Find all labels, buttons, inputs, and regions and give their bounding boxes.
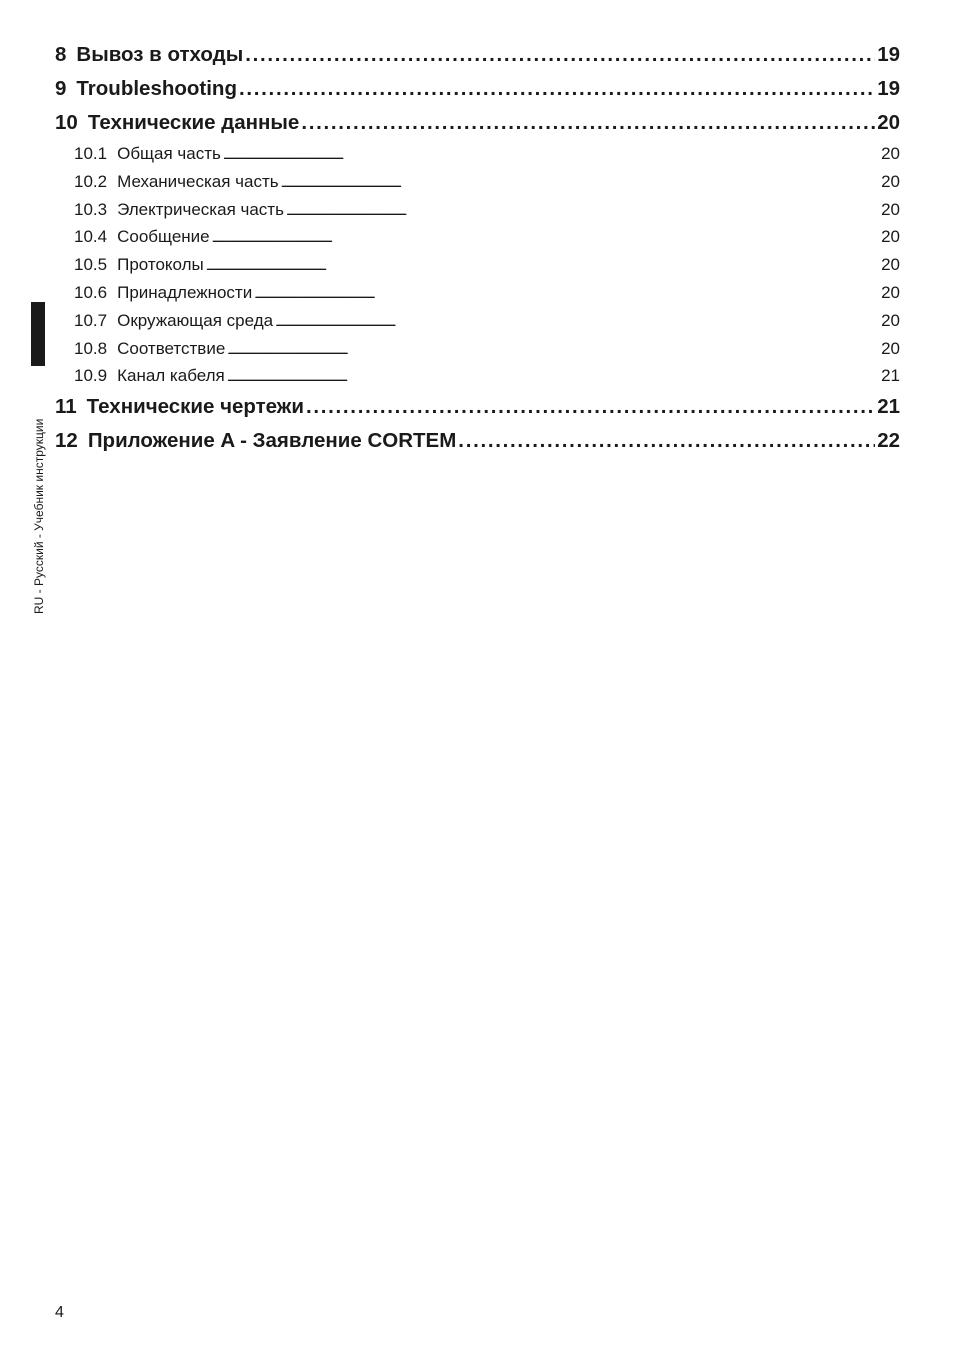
toc-dot-leader <box>458 424 875 458</box>
toc-entry-page: 20 <box>881 171 900 191</box>
toc-entry-page: 20 <box>881 310 900 330</box>
toc-entry-10-4[interactable] <box>55 223 900 251</box>
toc-entry-11[interactable] <box>55 390 900 424</box>
toc-entry-10-1[interactable] <box>55 140 900 168</box>
toc-dot-leader <box>227 362 879 390</box>
toc-dot-leader <box>301 106 875 140</box>
toc-entry-title: Troubleshooting <box>76 77 237 100</box>
side-language-label: RU - Русский - Учебник инструкции <box>32 418 46 614</box>
toc-entry-10-8[interactable] <box>55 335 900 363</box>
toc-dot-leader <box>245 38 875 72</box>
toc-entry-page: 20 <box>881 199 900 219</box>
toc-entry-title: Приложение A - Заявление CORTEM <box>87 429 457 453</box>
toc-entry-10-6[interactable] <box>55 279 900 307</box>
toc-dot-leader <box>206 251 879 279</box>
toc-entry-number: 10.7 <box>74 310 108 330</box>
toc-dot-leader <box>239 72 875 106</box>
toc-entry-number: 10.2 <box>74 171 108 191</box>
toc-entry-number: 10.4 <box>74 227 108 247</box>
toc-entry-page: 20 <box>881 144 900 163</box>
toc-dot-leader <box>275 307 879 335</box>
toc-entry-page: 20 <box>877 111 900 134</box>
toc-entry-10[interactable] <box>55 106 900 140</box>
toc-entry-10-2[interactable] <box>55 168 900 196</box>
toc-entry-number: 10.8 <box>74 338 108 358</box>
toc-entry-number: 11 <box>55 395 77 419</box>
toc-entry-number: 9 <box>55 77 67 100</box>
toc-entry-10-5[interactable] <box>55 251 900 279</box>
toc-entry-9[interactable] <box>55 72 900 106</box>
toc-entry-page: 20 <box>881 227 900 247</box>
toc-entry-title: Канал кабеля <box>117 366 225 386</box>
toc-entry-title: Общая часть <box>117 144 221 163</box>
toc-entry-10-7[interactable] <box>55 307 900 335</box>
page-number: 4 <box>55 1304 64 1321</box>
toc-entry-8[interactable] <box>55 38 900 72</box>
toc-entry-page: 21 <box>881 366 900 386</box>
toc-entry-number: 8 <box>55 43 67 66</box>
toc-entry-title: Принадлежности <box>117 282 253 302</box>
language-tab-marker <box>31 302 45 366</box>
toc-entry-number: 10.1 <box>74 144 108 163</box>
toc-entry-number: 10.5 <box>74 255 108 275</box>
toc-entry-title: Технические данные <box>87 111 300 134</box>
toc-entry-title: Вывоз в отходы <box>76 43 244 66</box>
toc-dot-leader <box>281 168 879 196</box>
toc-entry-number: 10.9 <box>74 366 108 386</box>
toc-entry-title: Технические чертежи <box>86 395 304 419</box>
toc-entry-page: 19 <box>877 43 900 66</box>
toc-entry-title: Протоколы <box>117 255 204 275</box>
toc-entry-page: 21 <box>877 395 900 419</box>
toc-dot-leader <box>306 390 875 424</box>
toc-entry-number: 10 <box>55 111 78 134</box>
toc-entry-page: 20 <box>881 282 900 302</box>
toc-entry-title: Сообщение <box>117 227 210 247</box>
toc-dot-leader <box>254 279 879 307</box>
toc-entry-10-3[interactable] <box>55 196 900 224</box>
toc-entry-title: Электрическая часть <box>117 199 284 219</box>
toc-dot-leader <box>286 196 879 224</box>
toc-entry-number: 10.6 <box>74 282 108 302</box>
toc-entry-title: Окружающая среда <box>117 310 274 330</box>
toc-dot-leader <box>223 140 879 168</box>
toc-entry-page: 20 <box>881 338 900 358</box>
toc-entry-title: Механическая часть <box>117 171 279 191</box>
toc-entry-page: 22 <box>877 429 900 453</box>
toc-entry-number: 10.3 <box>74 199 108 219</box>
toc-entry-10-9[interactable] <box>55 362 900 390</box>
toc-dot-leader <box>212 223 879 251</box>
toc-entry-12[interactable] <box>55 424 900 458</box>
toc-entry-title: Соответствие <box>117 338 226 358</box>
table-of-contents <box>55 38 900 458</box>
toc-dot-leader <box>227 335 879 363</box>
toc-entry-page: 19 <box>877 77 900 100</box>
toc-entry-number: 12 <box>55 429 78 453</box>
toc-entry-page: 20 <box>881 255 900 275</box>
